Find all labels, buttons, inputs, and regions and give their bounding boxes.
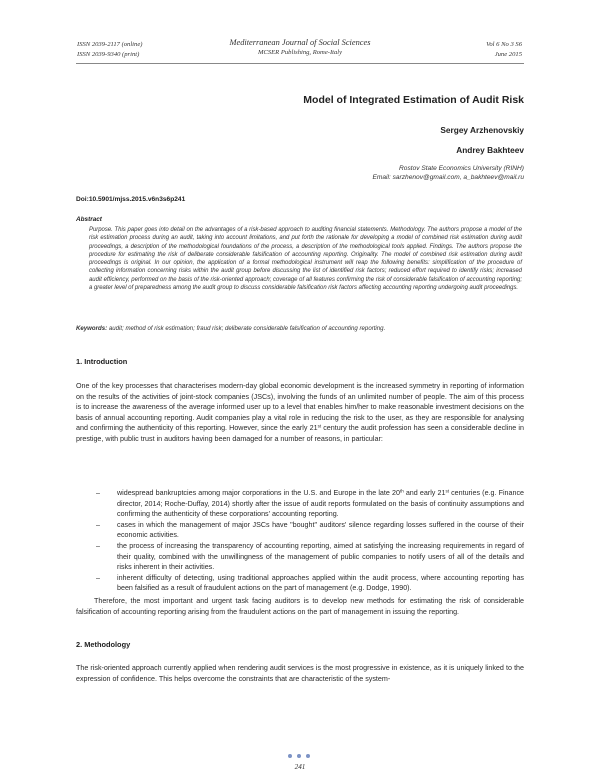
keywords-label: Keywords: — [76, 325, 108, 332]
issue-date: June 2015 — [494, 50, 522, 58]
article-title: Model of Integrated Estimation of Audit Risk — [303, 94, 524, 106]
page-number: 241 — [294, 763, 306, 771]
list-dash: – — [96, 541, 100, 550]
list-dash: – — [96, 489, 100, 497]
abstract-text: Purpose. This paper goes into detail on the advantages of a risk-based approach to auditing financial statements. Methodology. The authors propose a model of the risk estimation process during an audit, taking into account limitations, and put forth the rationale for developing a model of combined risk estimation during audit proceedings, a description of the methodological foundations of the process, a description of the methodological tools applied. Findings. The authors propose the procedure for estimating the risk of deliberate considerable falsification of accounting reporting. Originality. The model of combined risk estimation during audit proceedings is original. In our opinion, the application of a formal methodological instrument will reap the following benefits: simplification of the procedure of collecting information concerning risks within the audit group before discussing the list of identified risk factors; reduced effort required to identify risks; increased audit efficiency, performed on the basis of the risk-oriented approach; coverage of all features confirming the risk of considerable falsification of accounting reporting; a greater level of preparedness among the audit group to discuss considerable falsification risk factors affecting accounting reporting undergoing audit proceedings. — [89, 227, 522, 291]
volume-number: Vol 6 No 3 S6 — [486, 41, 522, 48]
list-item: – cases in which the management of major JSCs have "bought" auditors' silence regarding losses suffered in the course of their economic activities. — [96, 520, 524, 540]
publisher-name: MCSER Publishing, Rome-Italy — [257, 49, 343, 56]
header-journal — [210, 38, 390, 58]
keywords-list: audit; method of risk estimation; fraud risk; deliberate considerable falsification of accounting reporting. — [108, 325, 386, 332]
list-item: – widespread bankruptcies among major corporations in the U.S. and Europe in the late 20th and early 21st centuries (e.g. Finance director, 2014; Roche-Duffay, 2014) shortly after the issue of audit reports formulated on the basis of continuity assumptions and confirming the authenticity of these corporations' accounting reporting. — [96, 488, 525, 519]
header-volume — [430, 40, 522, 59]
author-2: Andrey Bakhteev — [456, 145, 524, 155]
section-heading-methodology: 2. Methodology — [76, 640, 131, 649]
reasons-list — [96, 488, 524, 594]
affiliation-block — [372, 165, 524, 182]
list-dash: – — [96, 520, 100, 529]
journal-name: Mediterranean Journal of Social Sciences — [229, 38, 371, 47]
page-ornament — [288, 754, 314, 758]
issn-online: ISSN 2039-2117 (online) — [77, 41, 143, 48]
ornament-dot — [297, 754, 301, 758]
intro-paragraph-2: Therefore, the most important and urgent task facing auditors is to develop new methods for estimating the risk of considerable falsification of accounting reporting arising from the fraudulent actions on the part of management in issuing the reporting. — [76, 597, 524, 616]
intro-paragraph-1: One of the key processes that characterises modern-day global economic development is the increased symmetry in reporting of information on the results of the activities of joint-stock companies (JSCs), involving the funds of an unlimited number of people. The aim of this process is to increase the awareness of the average informed user up to a level that enables him/her to make reasonable investment decisions on the basis of annual accounting reporting. Audit companies play a vital role in reducing the risk to the user, as they are responsible for analysing and confirming the authenticity of this reporting. However, since the early 21st century the audit profession has seen a considerable decline in prestige, with public trust in auditors having been damaged for a number of reasons, in particular: — [76, 382, 524, 443]
section-heading-introduction: 1. Introduction — [76, 357, 128, 366]
author-emails: Email: sarzhenov@gmail.com, a_bakhteev@mail.ru — [372, 173, 524, 181]
doi: Doi:10.5901/mjss.2015.v6n3s6p241 — [76, 196, 186, 203]
list-item: – inherent difficulty of detecting, using traditional approaches applied within the audit process, where accounting reporting has been falsified as a result of fraudulent actions on the part of management (e.g. Dodge, 1990). — [96, 573, 524, 593]
abstract-heading: Abstract — [76, 216, 102, 223]
author-1: Sergey Arzhenovskiy — [440, 125, 524, 135]
header-issn — [77, 40, 142, 59]
issn-print: ISSN 2039-9340 (print) — [77, 50, 140, 58]
keywords — [76, 325, 524, 333]
ornament-dot — [288, 754, 292, 758]
list-item: – the process of increasing the transparency of accounting reporting, aimed at satisfying the increasing requirements in regard of their quality, combined with the unwillingness of the management of public companies to notify users of all of the details and risks inherent in their activities. — [96, 541, 524, 572]
header-divider — [76, 63, 524, 64]
list-dash: – — [96, 573, 100, 582]
affiliation: Rostov State Economics University (RINH) — [399, 165, 524, 172]
methodology-paragraph-1: The risk-oriented approach currently applied when rendering audit services is the most progressive in existence, as it is uniquely linked to the expression of confidence. This helps overcome the constraints that are characteristic of the system- — [76, 664, 524, 683]
ornament-dot — [306, 754, 310, 758]
